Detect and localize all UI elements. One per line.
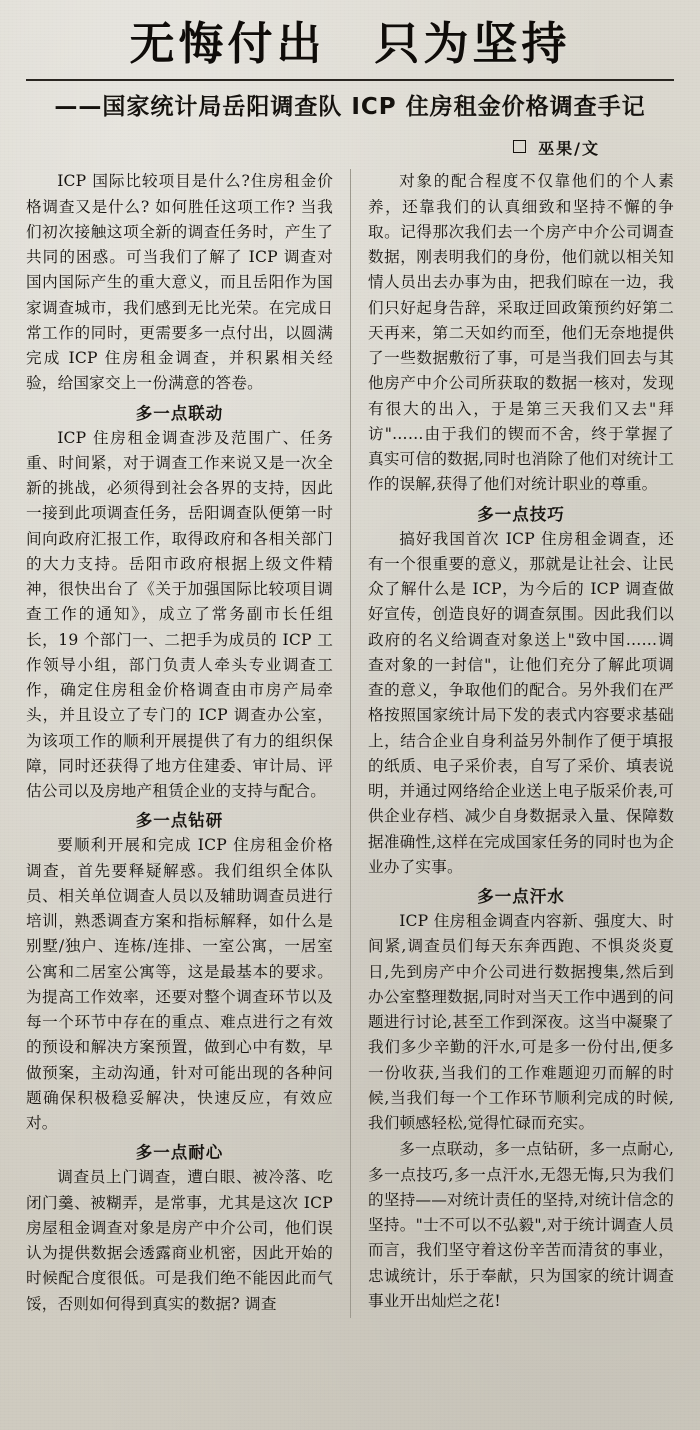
section-heading: 多一点联动 (135, 403, 224, 423)
column-left (26, 169, 350, 1318)
paragraph: ICP 国际比较项目是什么?住房租金价格调查又是什么? 如何胜任这项工作? 当我们初次接触这项全新的调查任务时，产生了共同的困惑。可当我们了解了 ICP 调查对国内国际产生的重大意义，而且岳阳作为国家调查城市，我们感到无比光荣。在完成日常工作的同时，更需要多一点付出，以圆满完成 ICP 住房租金调查，并积累相关经验，给国家交上一份满意的答卷。 (26, 172, 333, 393)
page-title: 无悔付出 只为坚持 (129, 17, 571, 70)
paragraph: ICP 住房租金调查涉及范围广、任务重、时间紧，对于调查工作来说又是一次全新的挑战，必须得到社会各界的支持，因此一接到此项调查任务，岳阳调查队便第一时间向政府汇报工作，取得政府和各相关部门的大力支持。岳阳市政府根据上级文件精神，很快出台了《关于加强国际比较项目调查工作的通知》，成立了常务副市长任组长，19 个部门一、二把手为成员的 ICP 工作领导小组，部门负责人牵头专业调查工作，确定住房租金价格调查由市房产局牵头，并且设立了专门的 ICP 调查办公室，为该项工作的顺利开展提供了有力的组织保障，同时还获得了地方住建委、审计局、评估公司以及房地产租赁企业的支持与配合。 (26, 428, 333, 801)
paragraph: 调查员上门调查，遭白眼、被冷落、吃闭门羹、被糊弄，是常事，尤其是这次 ICP 房屋租金调查对象是房产中介公司，他们误认为提供数据会透露商业机密，因此开始的时候配合度很低。可是我们绝不能因此而气馁，否则如何得到真实的数据? 调查 (26, 1168, 333, 1313)
article-columns (26, 169, 674, 1318)
paragraph: 多一点联动，多一点钻研，多一点耐心,多一点技巧,多一点汗水,无怨无悔,只为我们的坚持——对统计责任的坚持,对统计信念的坚持。"士不可以不弘毅",对于统计调查人员而言，我们坚守着这份辛苦而清贫的事业，忠诚统计，乐于奉献，只为国家的统计调查事业开出灿烂之花! (368, 1140, 674, 1310)
byline-author: 巫果/文 (538, 139, 600, 159)
section-heading: 多一点耐心 (135, 1143, 224, 1163)
section-heading: 多一点汗水 (477, 887, 565, 907)
byline (26, 136, 674, 159)
article-subtitle: ——国家统计局岳阳调查队 ICP 住房租金价格调查手记 (54, 93, 646, 120)
section-heading: 多一点钻研 (135, 811, 224, 831)
paragraph: ICP 住房租金调查内容新、强度大、时间紧,调查员们每天东奔西跑、不惧炎炎夏日,先到房产中介公司进行数据搜集,然后到办公室整理数据,同时对当天工作中遇到的问题进行讨论,甚至工作到深夜。这当中凝聚了我们多少辛勤的汗水,可是多一份付出,便多一份收获,当我们的工作难题迎刃而解的时候,当我们每一个工作环节顺利完成的时候,我们顿感轻松,觉得忙碌而充实。 (368, 912, 674, 1133)
section-heading: 多一点技巧 (477, 504, 565, 524)
paragraph: 要顺利开展和完成 ICP 住房租金价格调查，首先要释疑解惑。我们组织全体队员、相关单位调查人员以及辅助调查员进行培训，熟悉调查方案和指标解释，如什么是别墅/独户、连栋/连排、一室公寓，一居室公寓和二居室公寓等，这是最基本的要求。为提高工作效率，还要对整个调查环节以及每一个环节中存在的重点、难点进行之有效的预设和解决方案预置，做到心中有数，早做预案，主动沟通，针对可能出现的各种问题确保积极稳妥解决，快速反应，有效应对。 (26, 836, 333, 1133)
column-right (350, 169, 674, 1318)
title-divider (26, 79, 674, 81)
paragraph: 对象的配合程度不仅靠他们的个人素养，还靠我们的认真细致和坚持不懈的争取。记得那次我们去一个房产中介公司调查数据，刚表明我们的身份，他们就以相关知情人员出去办事为由，把我们晾在一边，我们只好起身告辞，采取迂回政策预约好第二天再来，第二天如约而至，他们无奈地提供了一些数据敷衍了事，可是当我们回去与其他房产中介公司所获取的数据一核对，发现有很大的出入，于是第三天我们又去"拜访"……由于我们的锲而不舍，终于掌握了真实可信的数据,同时也消除了他们对统计工作的误解,获得了他们对统计职业的尊重。 (368, 172, 674, 494)
open-square-marker-icon (513, 140, 526, 153)
paragraph: 搞好我国首次 ICP 住房租金调查，还有一个很重要的意义，那就是让社会、让民众了解什么是 ICP，为今后的 ICP 调查做好宣传，创造良好的调查氛围。因此我们以政府的名义给调查对象送上"致中国……调查对象的一封信"，让他们充分了解此项调查的意义，争取他们的配合。另外我们在严格按照国家统计局下发的表式内容要求基础上，结合企业自身利益另外制作了便于填报的纸质、电子采价表，自写了采价、填表说明，并通过网络给企业送上电子版采价表,可供企业存档、减少自身数据录入量、保障数据准确性,这样在完成国家任务的同时也为企业办了实事。 (368, 529, 674, 876)
